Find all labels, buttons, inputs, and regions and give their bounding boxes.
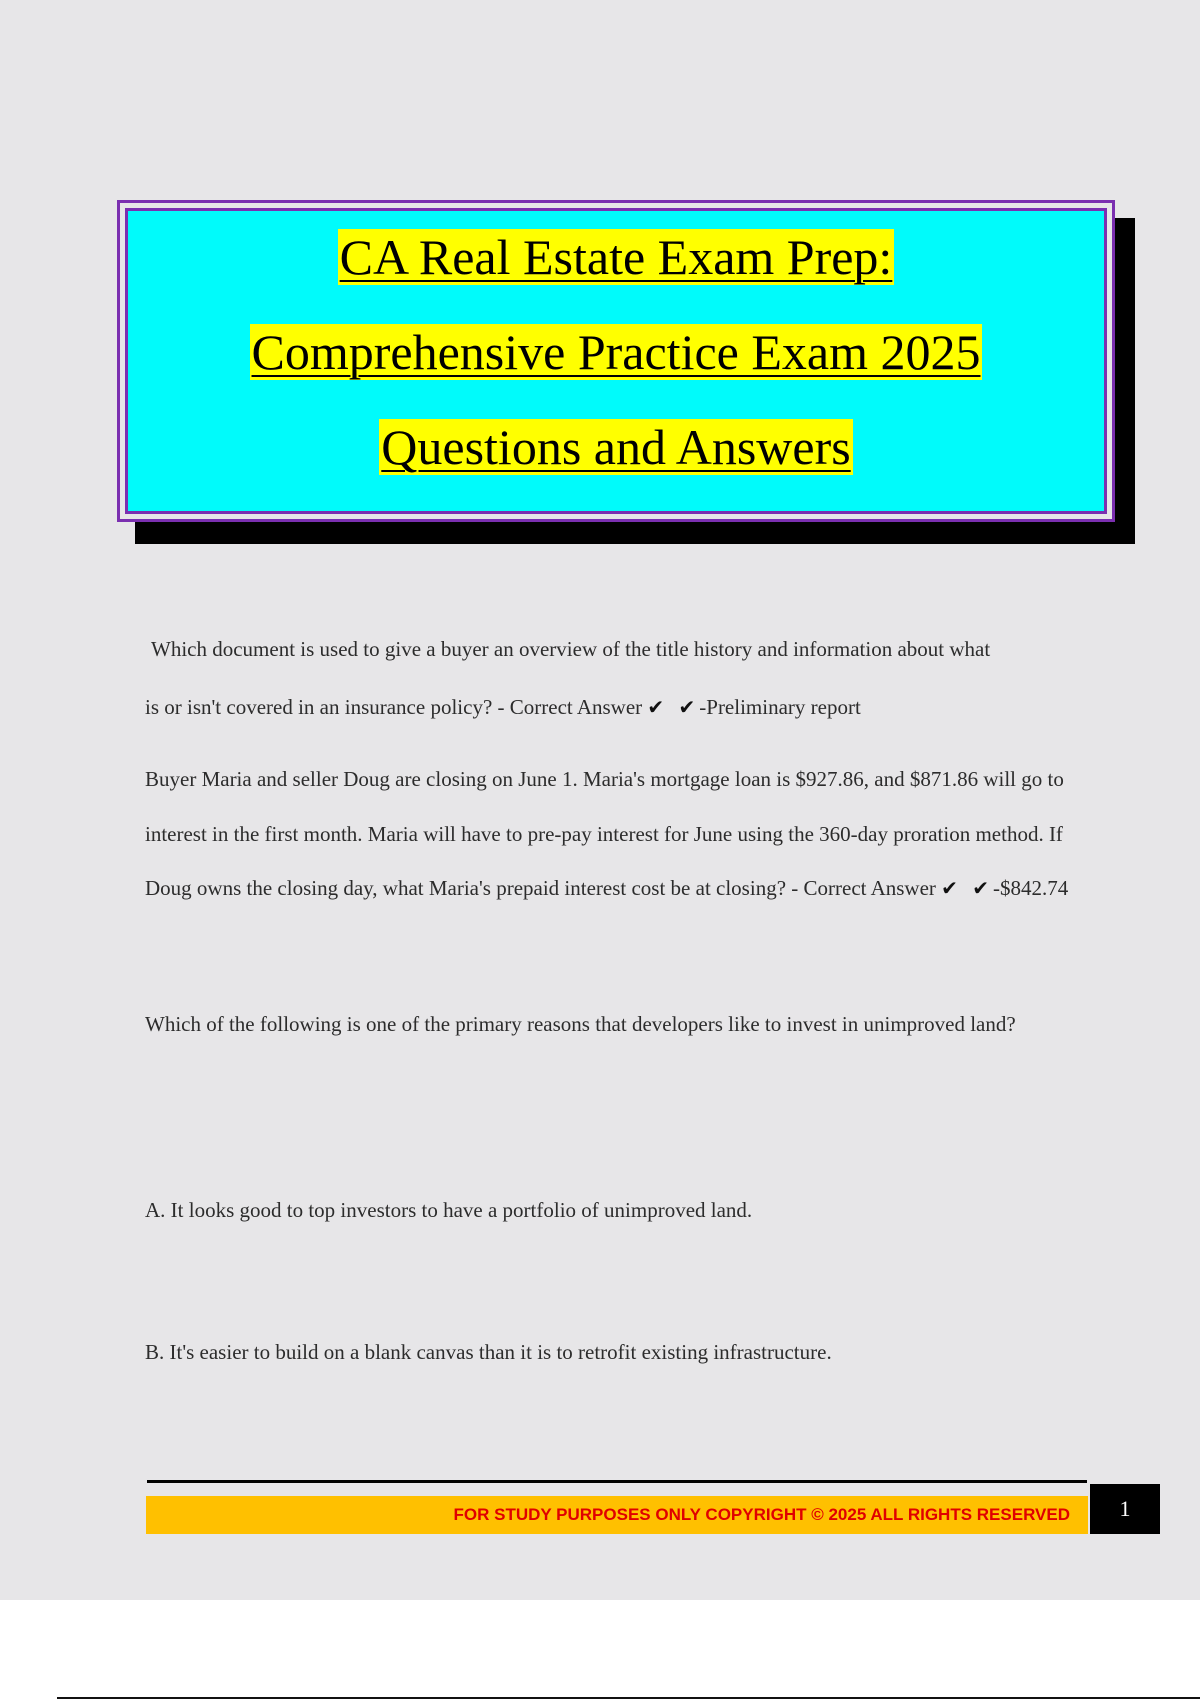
footer-bar (146, 1496, 1088, 1534)
checkmark-icon: ✔ ✔ (647, 695, 700, 719)
question-1-answer: -Preliminary report (699, 695, 861, 719)
question-1-text-line-1: Which document is used to give a buyer an overview of the title history and information about what (151, 637, 991, 661)
title-line-1: CA Real Estate Exam Prep: (339, 229, 893, 285)
document-title (128, 223, 1104, 508)
question-3 (145, 997, 1105, 1051)
footer-divider (147, 1480, 1087, 1483)
question-2-answer: -$842.74 (993, 876, 1069, 900)
bottom-divider (57, 1697, 1200, 1699)
question-1-text-line-2: is or isn't covered in an insurance policy? - Correct Answer (145, 695, 643, 719)
question-3-option-a: A. It looks good to top investors to have a portfolio of unimproved land. (145, 1198, 753, 1222)
question-3-text: Which of the following is one of the primary reasons that developers like to invest in unimproved land? (145, 1012, 1016, 1036)
question-2 (145, 752, 1105, 916)
question-3-option-b: B. It's easier to build on a blank canvas than it is to retrofit existing infrastructure. (145, 1340, 832, 1364)
title-box-inner (125, 208, 1107, 514)
question-1 (145, 620, 1105, 736)
title-line-3: Questions and Answers (381, 419, 851, 475)
footer-notice: FOR STUDY PURPOSES ONLY COPYRIGHT © 2025 ALL RIGHTS RESERVED (453, 1505, 1070, 1524)
page-number: 1 (1090, 1484, 1160, 1534)
title-line-2: Comprehensive Practice Exam 2025 (251, 324, 981, 380)
question-2-text: Buyer Maria and seller Doug are closing on June 1. Maria's mortgage loan is $927.86, and $871.86 will go to interest in the first month. Maria will have to pre-pay interest for June using the 360-day proration method. If Doug owns the closing day, what Maria's prepaid interest cost be at closing? - Correct Answer (145, 767, 1064, 900)
checkmark-icon: ✔ ✔ (941, 876, 994, 900)
title-box (117, 200, 1115, 522)
